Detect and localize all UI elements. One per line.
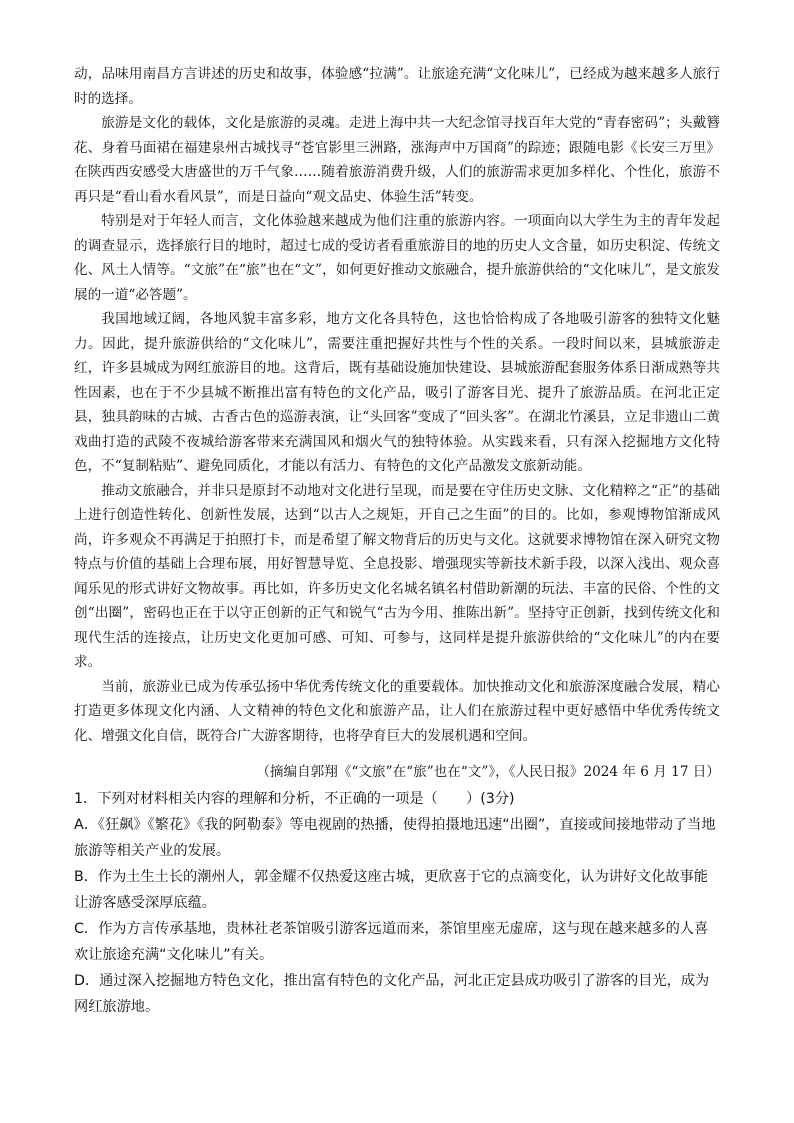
passage-paragraph: 动，品味用南昌方言讲述的历史和故事，体验感“拉满”。让旅途充满“文化味儿”，已经成为越来越多人旅行时的选择。 — [74, 66, 720, 107]
passage-paragraph: 推动文旅融合，并非只是原封不动地对文化进行呈现，而是要在守住历史文脉、文化精粹之“正”的基础上进行创造性转化、创新性发展，达到“以古人之规矩，开自己之生面”的目的。比如，参观博物馆渐成风尚，许多观众不再满足于拍照打卡，而是希望了解文物背后的历史与文化。这就要求博物馆在深入研究文物特点与价值的基础上合理布展，用好智慧导览、全息投影、增强现实等新技术新手段，以深入浅出、观众喜闻乐见的形式讲好文物故事。再比如，许多历史文化名城名镇名村借助新潮的玩法、丰富的民俗、个性的文创“出圈”，密码也正在于以守正创新的正气和锐气“古为今用、推陈出新”。坚持守正创新，找到传统文化和现代生活的连接点，让历史文化更加可感、可知、可参与，这同样是提升旅游供给的“文化味儿”的内在要求。 — [74, 482, 720, 670]
source-citation: （摘编自郭翔《“文旅”在“旅”也在“文”》，《人民日报》2024 年 6 月 17 日） — [256, 764, 720, 780]
question-stem: 1．下列对材料相关内容的理解和分析，不正确的一项是（ ）(3分) — [74, 791, 515, 807]
passage-paragraph: 旅游是文化的载体，文化是旅游的灵魂。走进上海中共一大纪念馆寻找百年大党的“青春密码”；头戴簪花、身着马面裙在福建泉州古城找寻“苍官影里三洲路，涨海声中万国商”的踪迹；跟随电影《长安三万里》在陕西西安感受大唐盛世的万千气象……随着旅游消费升级，人们的旅游需求更加多样化、个性化，旅游不再只是“看山看水看风景”，而是日益向“观文品史、体验生活”转变。 — [74, 115, 720, 205]
passage-paragraph: 我国地域辽阔，各地风貌丰富多彩，地方文化各具特色，这也恰恰构成了各地吸引游客的独特文化魅力。因此，提升旅游供给的“文化味儿”，需要注重把握好共性与个性的关系。一段时间以来，县城旅游走红，许多县城成为网红旅游目的地。这背后，既有基础设施加快建设、县城旅游配套服务体系日渐成熟等共性因素，也在于不少县城不断推出富有特色的文化产品，吸引了游客目光、提升了旅游品质。在河北正定县，独具韵味的古城、古香古色的巡游表演，让“头回客”变成了“回头客”。在湖北竹溪县，立足非遗山二黄戏曲打造的武陵不夜城给游客带来充满国风和烟火气的独特体验。从实践来看，只有深入挖掘地方文化特色，不“复制粘贴”、避免同质化，才能以有活力、有特色的文化产品激发文旅新动能。 — [74, 311, 720, 474]
reading-passage — [74, 62, 720, 748]
option-b: B．作为土生土长的潮州人，郭金耀不仅热爱这座古城，更欣喜于它的点滴变化，认为讲好文化故事能让游客感受深厚底蕴。 — [74, 869, 708, 911]
option-d: D．通过深入挖掘地方特色文化，推出富有特色的文化产品，河北正定县成功吸引了游客的目光，成为网红旅游地。 — [74, 973, 710, 1015]
question-block — [74, 786, 720, 1020]
option-a: A．《狂飙》《繁花》《我的阿勒泰》等电视剧的热播，使得拍摄地迅速“出圈”，直接或间接地带动了当地旅游等相关产业的发展。 — [74, 817, 716, 859]
passage-paragraph: 当前，旅游业已成为传承弘扬中华优秀传统文化的重要载体。加快推动文化和旅游深度融合发展，精心打造更多体现文化内涵、人文精神的特色文化和旅游产品，让人们在旅游过程中更好感悟中华优秀传统文化、增强文化自信，既符合广大游客期待，也将孕育巨大的发展机遇和空间。 — [74, 678, 720, 744]
passage-paragraph: 特别是对于年轻人而言，文化体验越来越成为他们注重的旅游内容。一项面向以大学生为主的青年发起的调查显示，选择旅行目的地时，超过七成的受访者看重旅游目的地的历史人文含量，如历史积淀、传统文化、风土人情等。“文旅”在“旅”也在“文”，如何更好推动文旅融合，提升旅游供给的“文化味儿”，是文旅发展的一道“必答题”。 — [74, 213, 720, 303]
option-c: C．作为方言传承基地，贵林社老茶馆吸引游客远道而来，茶馆里座无虚席，这与现在越来越多的人喜欢让旅途充满“文化味儿”有关。 — [74, 921, 709, 963]
